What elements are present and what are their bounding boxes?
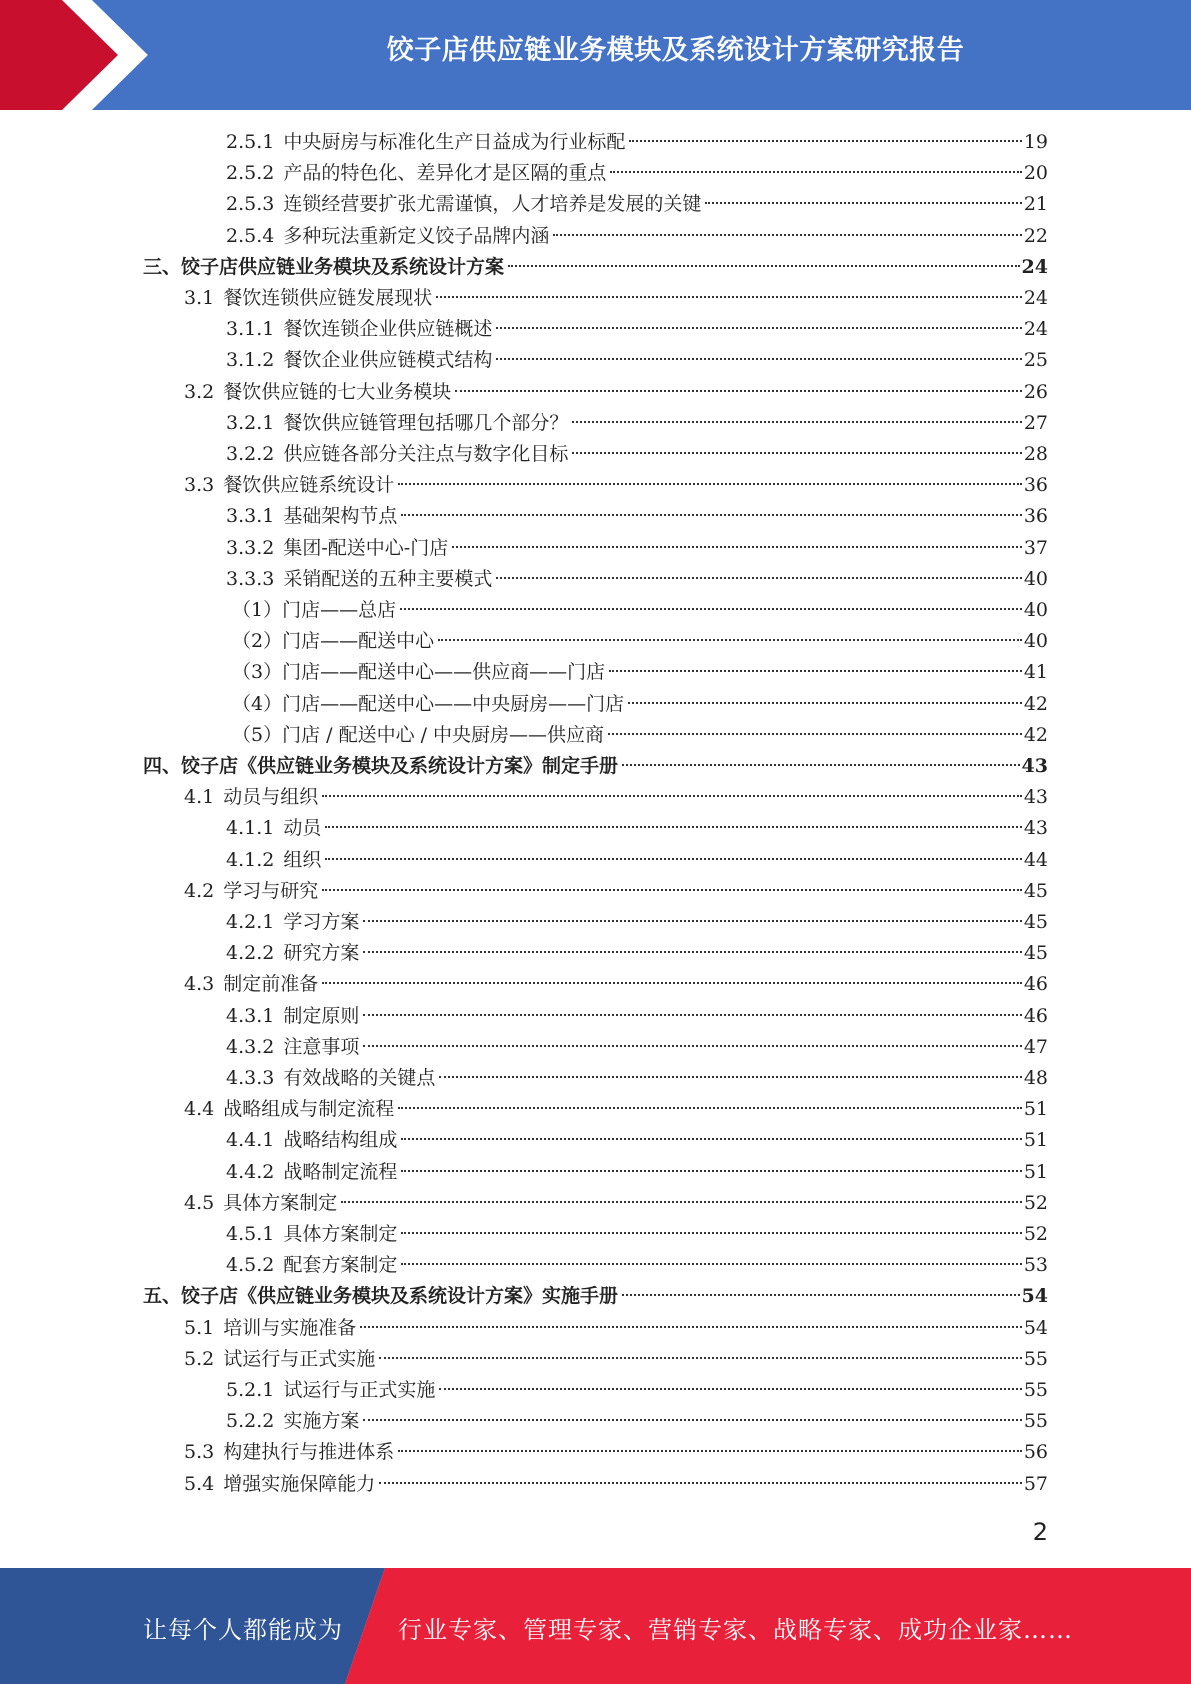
toc-dot-leader	[610, 171, 1021, 173]
toc-entry-number: 4.3	[184, 973, 215, 996]
toc-dot-leader	[322, 889, 1022, 891]
toc-entry[interactable]	[184, 377, 1048, 407]
toc-entry[interactable]	[232, 720, 1048, 750]
toc-entry-number: 3.3	[184, 474, 215, 497]
toc-entry-label: 试运行与正式实施	[283, 1379, 436, 1401]
toc-dot-leader	[379, 1357, 1022, 1359]
toc-entry-page: 42	[1023, 723, 1048, 746]
toc-entry-number: 4.2.1	[226, 911, 275, 933]
toc-entry[interactable]	[226, 938, 1048, 968]
toc-dot-leader	[379, 1482, 1022, 1484]
toc-entry-number: 3.2.1	[226, 411, 275, 434]
toc-dot-leader	[608, 733, 1022, 735]
toc-entry-label: 制定前准备	[223, 973, 319, 996]
toc-entry[interactable]	[184, 470, 1048, 500]
toc-entry[interactable]	[226, 439, 1048, 469]
toc-dot-leader	[439, 1076, 1021, 1078]
toc-dot-leader	[401, 514, 1021, 516]
toc-dot-leader	[455, 390, 1022, 392]
toc-entry-number: 3.2.2	[226, 443, 275, 465]
toc-entry[interactable]	[226, 813, 1048, 843]
toc-entry-label: （1）门店——总店	[232, 599, 397, 621]
toc-entry[interactable]	[226, 408, 1048, 438]
toc-entry-label: 集团-配送中心-门店	[283, 536, 449, 559]
toc-entry-page: 24	[1021, 255, 1048, 278]
toc-entry-label: （3）门店——配送中心——供应商——门店	[232, 661, 606, 684]
toc-entry[interactable]	[226, 158, 1048, 188]
toc-entry-page: 21	[1023, 193, 1048, 216]
toc-entry-number: 5.1	[184, 1316, 215, 1339]
toc-entry[interactable]	[184, 1188, 1048, 1218]
toc-dot-leader	[400, 608, 1022, 610]
toc-entry-page: 55	[1023, 1379, 1048, 1401]
toc-entry-page: 43	[1021, 755, 1048, 777]
toc-entry[interactable]	[226, 907, 1048, 937]
toc-dot-leader	[622, 764, 1020, 766]
toc-entry-label: 四、饺子店《供应链业务模块及系统设计方案》制定手册	[143, 755, 619, 777]
toc-entry-number: 3.1.1	[226, 318, 275, 341]
toc-entry-label: 注意事项	[283, 1035, 360, 1058]
toc-entry[interactable]	[226, 1001, 1048, 1031]
toc-dot-leader	[360, 1326, 1022, 1328]
page-header	[0, 0, 1191, 110]
toc-entry-number: 4.5.2	[226, 1254, 275, 1277]
toc-entry[interactable]	[184, 876, 1048, 906]
toc-entry-page: 43	[1023, 786, 1048, 809]
footer-slogan-left: 让每个人都能成为	[143, 1616, 343, 1644]
toc-entry-page: 45	[1023, 911, 1048, 933]
toc-entry[interactable]	[226, 1125, 1048, 1155]
toc-entry-number: 4.4.2	[226, 1160, 275, 1183]
toc-entry-page: 36	[1023, 474, 1048, 497]
toc-dot-leader	[496, 327, 1021, 329]
toc-entry-page: 45	[1023, 942, 1048, 965]
toc-dot-leader	[363, 951, 1021, 953]
toc-dot-leader	[629, 140, 1021, 142]
toc-entry-number: 4.5	[184, 1191, 215, 1214]
toc-entry-number: 4.1.2	[226, 848, 275, 871]
toc-entry-page: 52	[1023, 1223, 1048, 1245]
toc-entry[interactable]	[226, 564, 1048, 594]
toc-dot-leader	[609, 670, 1022, 672]
toc-entry-number: 4.2.2	[226, 942, 275, 965]
toc-dot-leader	[401, 1170, 1021, 1172]
toc-entry-number: 2.5.2	[226, 162, 275, 185]
toc-entry-label: 餐饮供应链的七大业务模块	[223, 380, 452, 403]
toc-entry-label: 供应链各部分关注点与数字化目标	[283, 443, 569, 465]
toc-entry[interactable]	[184, 1313, 1048, 1343]
toc-entry-label: 具体方案制定	[283, 1223, 398, 1245]
toc-entry-page: 19	[1023, 131, 1048, 153]
toc-entry-page: 41	[1023, 661, 1048, 684]
toc-entry[interactable]	[184, 283, 1048, 313]
toc-entry-label: 中央厨房与标准化生产日益成为行业标配	[283, 131, 626, 153]
toc-entry-page: 48	[1023, 1067, 1048, 1089]
toc-entry-number: 5.2.1	[226, 1379, 275, 1401]
toc-dot-leader	[438, 639, 1022, 641]
toc-entry-page: 55	[1023, 1347, 1048, 1370]
toc-entry-label: 试运行与正式实施	[223, 1347, 376, 1370]
toc-entry-number: 4.3.2	[226, 1035, 275, 1058]
toc-entry-page: 46	[1023, 973, 1048, 996]
toc-entry[interactable]	[226, 501, 1048, 531]
toc-entry-page: 54	[1023, 1316, 1048, 1339]
toc-entry-number: 4.1.1	[226, 817, 275, 840]
toc-entry-label: 基础架构节点	[283, 505, 398, 528]
toc-entry-page: 57	[1023, 1472, 1048, 1495]
toc-entry-number: 5.4	[184, 1472, 215, 1495]
toc-entry-label: 动员与组织	[223, 786, 319, 809]
toc-entry[interactable]	[226, 1375, 1048, 1405]
toc-entry[interactable]	[232, 689, 1048, 719]
toc-entry-label: 多种玩法重新定义饺子品牌内涵	[283, 224, 550, 247]
toc-dot-leader	[322, 795, 1022, 797]
toc-entry-label: 战略结构组成	[283, 1129, 398, 1152]
toc-dot-leader	[508, 265, 1020, 267]
toc-entry[interactable]	[226, 1032, 1048, 1062]
toc-dot-leader	[363, 1045, 1021, 1047]
toc-entry[interactable]	[226, 1250, 1048, 1280]
toc-entry-number: 3.3.2	[226, 536, 275, 559]
toc-dot-leader	[553, 234, 1021, 236]
toc-entry-number: 3.1.2	[226, 349, 275, 372]
toc-entry-number: 5.2	[184, 1347, 215, 1370]
toc-entry-page: 45	[1023, 879, 1048, 902]
toc-entry-label: 培训与实施准备	[223, 1316, 357, 1339]
toc-dot-leader	[705, 202, 1021, 204]
toc-entry-label: 餐饮连锁企业供应链概述	[283, 318, 493, 341]
toc-dot-leader	[398, 1107, 1022, 1109]
toc-entry-number: 2.5.3	[226, 193, 275, 216]
toc-entry-page: 53	[1023, 1254, 1048, 1277]
toc-dot-leader	[325, 858, 1021, 860]
toc-entry[interactable]	[226, 1157, 1048, 1187]
toc-dot-leader	[322, 982, 1022, 984]
toc-entry-label: 研究方案	[283, 942, 360, 965]
toc-entry-number: 5.2.2	[226, 1410, 275, 1433]
toc-entry-page: 43	[1023, 817, 1048, 840]
toc-dot-leader	[439, 1388, 1021, 1390]
header-arrow-decoration	[0, 0, 160, 110]
toc-entry-label: 组织	[283, 848, 322, 871]
toc-dot-leader	[572, 421, 1021, 423]
toc-dot-leader	[496, 358, 1021, 360]
toc-entry[interactable]	[184, 1094, 1048, 1124]
toc-dot-leader	[363, 920, 1021, 922]
toc-entry-number: 4.3.3	[226, 1067, 275, 1089]
toc-entry-page: 40	[1023, 630, 1048, 653]
toc-entry[interactable]	[226, 345, 1048, 375]
toc-entry-label: 产品的特色化、差异化才是区隔的重点	[283, 162, 607, 185]
toc-entry-page: 27	[1023, 411, 1048, 434]
toc-entry-number: 3.1	[184, 287, 215, 309]
toc-entry[interactable]	[143, 1281, 1048, 1311]
toc-entry[interactable]	[184, 1437, 1048, 1467]
toc-entry-label: 构建执行与推进体系	[223, 1441, 395, 1464]
toc-dot-leader	[363, 1014, 1021, 1016]
toc-entry[interactable]	[143, 252, 1048, 282]
toc-entry-label: 餐饮供应链系统设计	[223, 474, 395, 497]
toc-entry-label: 五、饺子店《供应链业务模块及系统设计方案》实施手册	[143, 1285, 619, 1308]
toc-dot-leader	[325, 826, 1021, 828]
toc-entry-number: 4.1	[184, 786, 215, 809]
toc-entry-page: 55	[1023, 1410, 1048, 1433]
toc-entry[interactable]	[226, 314, 1048, 344]
toc-entry-label: 学习方案	[283, 911, 360, 933]
toc-dot-leader	[436, 296, 1022, 298]
toc-entry-page: 28	[1023, 443, 1048, 465]
toc-entry-number: 4.2	[184, 879, 215, 902]
toc-entry-page: 40	[1023, 567, 1048, 590]
toc-entry-number: 4.5.1	[226, 1223, 275, 1245]
toc-dot-leader	[341, 1201, 1022, 1203]
toc-dot-leader	[452, 546, 1022, 548]
toc-entry-page: 25	[1023, 349, 1048, 372]
toc-entry-page: 46	[1023, 1004, 1048, 1027]
toc-entry-label: 采销配送的五种主要模式	[283, 567, 493, 590]
page-number: 2	[1032, 1518, 1048, 1546]
toc-entry-page: 42	[1023, 692, 1048, 715]
toc-entry-label: 动员	[283, 817, 322, 840]
toc-entry-page: 26	[1023, 380, 1048, 403]
toc-dot-leader	[628, 702, 1022, 704]
toc-entry[interactable]	[184, 969, 1048, 999]
toc-entry-page: 44	[1023, 848, 1048, 871]
toc-entry-number: 4.4	[184, 1098, 215, 1121]
toc-entry[interactable]	[184, 1469, 1048, 1499]
toc-entry-page: 36	[1023, 505, 1048, 528]
toc-entry[interactable]	[184, 1344, 1048, 1374]
toc-entry-label: 餐饮供应链管理包括哪几个部分？	[283, 411, 569, 434]
toc-entry[interactable]	[232, 657, 1048, 687]
toc-entry-page: 51	[1023, 1098, 1048, 1121]
toc-entry-label: 制定原则	[283, 1004, 360, 1027]
toc-entry-page: 37	[1023, 536, 1048, 559]
toc-dot-leader	[401, 1138, 1021, 1140]
toc-entry-page: 24	[1023, 287, 1048, 309]
document-title: 饺子店供应链业务模块及系统设计方案研究报告	[386, 35, 965, 66]
toc-entry[interactable]	[226, 1063, 1048, 1093]
toc-entry[interactable]	[226, 127, 1048, 157]
toc-entry-page: 22	[1023, 224, 1048, 247]
toc-dot-leader	[496, 577, 1021, 579]
toc-entry-page: 47	[1023, 1035, 1048, 1058]
toc-entry-label: （5）门店 / 配送中心 / 中央厨房——供应商	[232, 723, 605, 746]
toc-entry[interactable]	[226, 221, 1048, 251]
toc-entry-label: 具体方案制定	[223, 1191, 338, 1214]
toc-entry-number: 2.5.1	[226, 131, 275, 153]
toc-entry[interactable]	[226, 1406, 1048, 1436]
toc-entry-label: （4）门店——配送中心——中央厨房——门店	[232, 692, 625, 715]
toc-entry-label: 连锁经营要扩张尤需谨慎，人才培养是发展的关键	[283, 193, 702, 216]
toc-entry-number: 3.2	[184, 380, 215, 403]
toc-entry-page: 51	[1023, 1160, 1048, 1183]
toc-entry-page: 54	[1021, 1285, 1048, 1308]
page-footer	[0, 1568, 1191, 1684]
toc-entry-label: （2）门店——配送中心	[232, 630, 435, 653]
toc-entry-label: 战略制定流程	[283, 1160, 398, 1183]
toc-entry-number: 3.3.1	[226, 505, 275, 528]
toc-entry[interactable]	[226, 189, 1048, 219]
toc-entry-label: 餐饮连锁供应链发展现状	[223, 287, 433, 309]
toc-entry[interactable]	[226, 1219, 1048, 1249]
toc-entry-page: 51	[1023, 1129, 1048, 1152]
toc-dot-leader	[398, 483, 1022, 485]
toc-entry-page: 24	[1023, 318, 1048, 341]
toc-entry-number: 4.4.1	[226, 1129, 275, 1152]
toc-entry[interactable]	[232, 595, 1048, 625]
toc-entry-label: 有效战略的关键点	[283, 1067, 436, 1089]
toc-dot-leader	[401, 1263, 1021, 1265]
toc-entry-label: 三、饺子店供应链业务模块及系统设计方案	[143, 255, 505, 278]
toc-dot-leader	[398, 1450, 1022, 1452]
toc-dot-leader	[622, 1294, 1020, 1296]
toc-entry-number: 2.5.4	[226, 224, 275, 247]
toc-entry[interactable]	[143, 751, 1048, 781]
toc-entry-number: 4.3.1	[226, 1004, 275, 1027]
toc-dot-leader	[401, 1232, 1021, 1234]
toc-entry-page: 52	[1023, 1191, 1048, 1214]
toc-entry-label: 实施方案	[283, 1410, 360, 1433]
toc-entry[interactable]	[226, 533, 1048, 563]
toc-entry[interactable]	[226, 845, 1048, 875]
toc-entry-label: 学习与研究	[223, 879, 319, 902]
toc-entry-number: 5.3	[184, 1441, 215, 1464]
toc-entry[interactable]	[232, 626, 1048, 656]
toc-entry-label: 战略组成与制定流程	[223, 1098, 395, 1121]
toc-entry-label: 增强实施保障能力	[223, 1472, 376, 1495]
footer-slogan-right: 行业专家、管理专家、营销专家、战略专家、成功企业家……	[398, 1616, 1073, 1644]
toc-dot-leader	[572, 452, 1021, 454]
toc-entry-label: 配套方案制定	[283, 1254, 398, 1277]
toc-entry-page: 56	[1023, 1441, 1048, 1464]
toc-entry[interactable]	[184, 782, 1048, 812]
toc-entry-page: 40	[1023, 599, 1048, 621]
toc-entry-page: 20	[1023, 162, 1048, 185]
toc-dot-leader	[363, 1419, 1021, 1421]
toc-entry-label: 餐饮企业供应链模式结构	[283, 349, 493, 372]
toc-entry-number: 3.3.3	[226, 567, 275, 590]
